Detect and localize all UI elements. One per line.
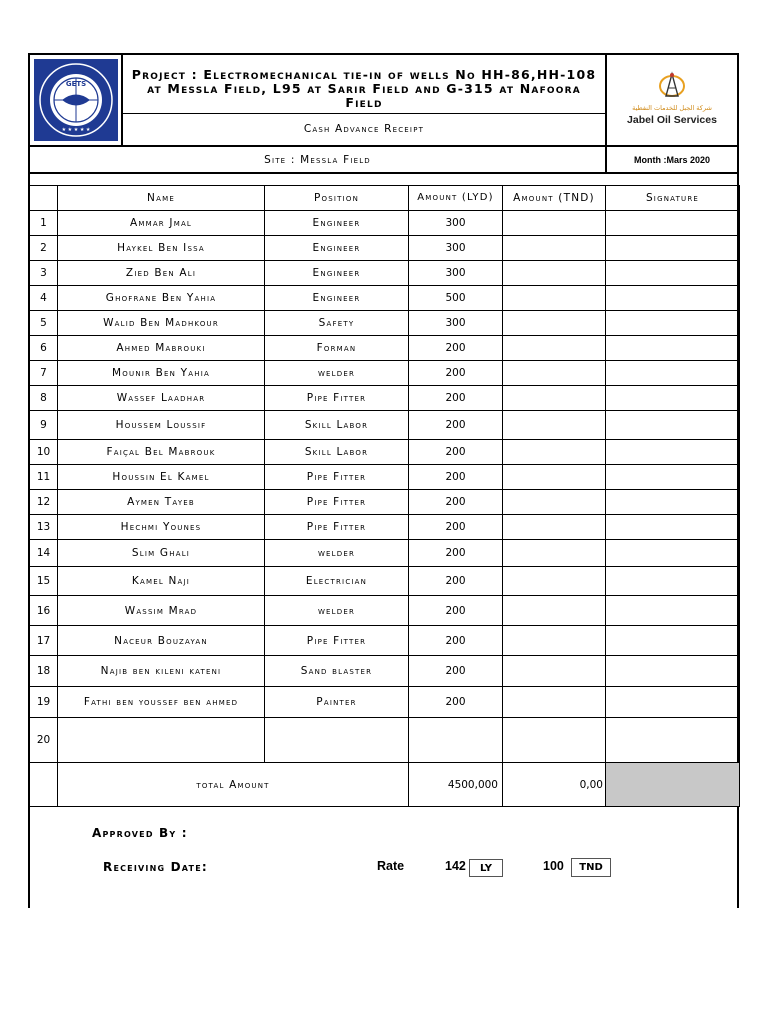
row-amount-lyd: 200 bbox=[409, 336, 503, 361]
row-amount-lyd: 300 bbox=[409, 236, 503, 261]
row-amount-lyd: 200 bbox=[409, 465, 503, 490]
row-amount-tnd bbox=[503, 718, 606, 763]
row-amount-lyd: 200 bbox=[409, 656, 503, 687]
row-position: Engineer bbox=[265, 236, 409, 261]
table-row bbox=[30, 718, 740, 763]
table-row bbox=[30, 336, 740, 361]
row-number: 7 bbox=[30, 361, 58, 386]
row-amount-tnd bbox=[503, 311, 606, 336]
row-name: Aymen Tayeb bbox=[58, 490, 265, 515]
row-position: Pipe Fitter bbox=[265, 465, 409, 490]
row-signature bbox=[606, 515, 740, 540]
row-position: Sand blaster bbox=[265, 656, 409, 687]
rate-value: 142 bbox=[445, 859, 466, 873]
row-number: 19 bbox=[30, 687, 58, 718]
row-name: Mounir Ben Yahia bbox=[58, 361, 265, 386]
row-number: 5 bbox=[30, 311, 58, 336]
frame-top bbox=[28, 53, 739, 55]
row-amount-lyd: 200 bbox=[409, 596, 503, 626]
row-number: 8 bbox=[30, 386, 58, 411]
row-amount-tnd bbox=[503, 261, 606, 286]
row-amount-lyd: 200 bbox=[409, 361, 503, 386]
row-name: Kamel Naji bbox=[58, 567, 265, 596]
gets-logo-emblem bbox=[34, 59, 118, 141]
row-name: Ghofrane Ben Yahia bbox=[58, 286, 265, 311]
total-row bbox=[30, 763, 740, 807]
header-title-bottom bbox=[121, 113, 607, 114]
col-header-name: Name bbox=[58, 186, 265, 211]
row-position: Painter bbox=[265, 687, 409, 718]
document-title: Cash Advance Receipt bbox=[303, 123, 425, 135]
row-position: Engineer bbox=[265, 261, 409, 286]
row-amount-tnd bbox=[503, 386, 606, 411]
row-signature bbox=[606, 411, 740, 440]
row-signature bbox=[606, 440, 740, 465]
row-position: Skill Labor bbox=[265, 411, 409, 440]
rate-unit-box: LY bbox=[469, 859, 503, 877]
row-amount-tnd bbox=[503, 596, 606, 626]
row-amount-lyd: 300 bbox=[409, 261, 503, 286]
col-header-amount-tnd: Amount (TND) bbox=[503, 186, 606, 211]
row-signature bbox=[606, 361, 740, 386]
row-number: 2 bbox=[30, 236, 58, 261]
row-name: Faiçal Bel Mabrouk bbox=[58, 440, 265, 465]
table-row bbox=[30, 490, 740, 515]
table-row bbox=[30, 596, 740, 626]
row-position: Pipe Fitter bbox=[265, 386, 409, 411]
table-row bbox=[30, 656, 740, 687]
row-signature bbox=[606, 718, 740, 763]
table-row bbox=[30, 540, 740, 567]
row-number: 10 bbox=[30, 440, 58, 465]
row-number: 11 bbox=[30, 465, 58, 490]
row-name: Ahmed Mabrouki bbox=[58, 336, 265, 361]
row-amount-lyd bbox=[409, 718, 503, 763]
cash-advance-table bbox=[29, 185, 740, 807]
table-row bbox=[30, 465, 740, 490]
row-name: Houssem Loussif bbox=[58, 411, 265, 440]
jabel-logo-arabic: شركة الجبل للخدمات النفطية bbox=[632, 104, 712, 112]
row-amount-tnd bbox=[503, 236, 606, 261]
row-number: 4 bbox=[30, 286, 58, 311]
row-signature bbox=[606, 311, 740, 336]
row-number: 3 bbox=[30, 261, 58, 286]
row-amount-tnd bbox=[503, 626, 606, 656]
derrick-icon bbox=[608, 58, 736, 142]
col-header-signature: Signature bbox=[606, 186, 740, 211]
row-position: welder bbox=[265, 540, 409, 567]
row-signature bbox=[606, 596, 740, 626]
row-amount-lyd: 200 bbox=[409, 386, 503, 411]
table-row bbox=[30, 361, 740, 386]
row-signature bbox=[606, 211, 740, 236]
row-number: 18 bbox=[30, 656, 58, 687]
row-amount-lyd: 300 bbox=[409, 311, 503, 336]
row-amount-lyd: 300 bbox=[409, 211, 503, 236]
row-position: Safety bbox=[265, 311, 409, 336]
row-name: Ammar Jmal bbox=[58, 211, 265, 236]
row-position: welder bbox=[265, 596, 409, 626]
month-label: Month :Mars 2020 bbox=[633, 154, 711, 165]
row-name: Hechmi Younes bbox=[58, 515, 265, 540]
row-amount-tnd bbox=[503, 211, 606, 236]
row-amount-lyd: 200 bbox=[409, 567, 503, 596]
row-amount-tnd bbox=[503, 361, 606, 386]
row-number: 14 bbox=[30, 540, 58, 567]
table-row bbox=[30, 411, 740, 440]
row-position bbox=[265, 718, 409, 763]
row-number: 15 bbox=[30, 567, 58, 596]
row-amount-tnd bbox=[503, 687, 606, 718]
row-name: Najib ben kileni kateni bbox=[58, 656, 265, 687]
row-signature bbox=[606, 465, 740, 490]
row-amount-lyd: 500 bbox=[409, 286, 503, 311]
row-signature bbox=[606, 490, 740, 515]
table-row bbox=[30, 311, 740, 336]
row-number: 12 bbox=[30, 490, 58, 515]
row-amount-tnd bbox=[503, 440, 606, 465]
gets-logo bbox=[34, 59, 118, 141]
row-number: 9 bbox=[30, 411, 58, 440]
row-signature bbox=[606, 261, 740, 286]
table-header-row bbox=[30, 186, 740, 211]
total-signature-shaded bbox=[606, 763, 740, 807]
col-header-no bbox=[30, 186, 58, 211]
row-amount-lyd: 200 bbox=[409, 626, 503, 656]
tnd-unit-box: TND bbox=[571, 858, 611, 877]
row-signature bbox=[606, 626, 740, 656]
tnd-value: 100 bbox=[543, 859, 564, 873]
row-position: Forman bbox=[265, 336, 409, 361]
table-row bbox=[30, 236, 740, 261]
row-position: Engineer bbox=[265, 286, 409, 311]
row-name: Walid Ben Madhkour bbox=[58, 311, 265, 336]
total-lyd: 4500,000 bbox=[409, 763, 503, 807]
row-name: Wassef Laadhar bbox=[58, 386, 265, 411]
row-position: welder bbox=[265, 361, 409, 386]
table-row bbox=[30, 687, 740, 718]
row-signature bbox=[606, 286, 740, 311]
row-amount-tnd bbox=[503, 515, 606, 540]
row-amount-tnd bbox=[503, 336, 606, 361]
row-signature bbox=[606, 687, 740, 718]
svg-text:GETS: GETS bbox=[65, 80, 87, 88]
jabel-logo-name: Jabel Oil Services bbox=[627, 114, 717, 126]
row-signature bbox=[606, 540, 740, 567]
row-number: 17 bbox=[30, 626, 58, 656]
table-row bbox=[30, 626, 740, 656]
total-blank bbox=[30, 763, 58, 807]
row-name: Slim Ghali bbox=[58, 540, 265, 567]
row-number: 1 bbox=[30, 211, 58, 236]
row-position: Electrician bbox=[265, 567, 409, 596]
row-amount-tnd bbox=[503, 567, 606, 596]
row-signature bbox=[606, 336, 740, 361]
jabel-logo bbox=[608, 58, 736, 142]
row-amount-lyd: 200 bbox=[409, 490, 503, 515]
table-row bbox=[30, 515, 740, 540]
row-name: Haykel Ben Issa bbox=[58, 236, 265, 261]
rate-label: Rate bbox=[377, 859, 405, 873]
row-amount-lyd: 200 bbox=[409, 540, 503, 567]
row-number: 20 bbox=[30, 718, 58, 763]
table-row bbox=[30, 261, 740, 286]
row-number: 16 bbox=[30, 596, 58, 626]
receiving-date-label: Receiving Date: bbox=[103, 860, 208, 874]
row-position: Pipe Fitter bbox=[265, 515, 409, 540]
row-amount-tnd bbox=[503, 490, 606, 515]
row-amount-tnd bbox=[503, 286, 606, 311]
table-row bbox=[30, 440, 740, 465]
table-row bbox=[30, 386, 740, 411]
row-name: Naceur Bouzayan bbox=[58, 626, 265, 656]
row-amount-tnd bbox=[503, 465, 606, 490]
table-row bbox=[30, 286, 740, 311]
site-row-bottom bbox=[28, 172, 739, 174]
row-signature bbox=[606, 386, 740, 411]
total-tnd: 0,00 bbox=[503, 763, 606, 807]
row-signature bbox=[606, 567, 740, 596]
col-header-amount-lyd: Amount (LYD) bbox=[409, 186, 503, 211]
row-name: Houssin El Kamel bbox=[58, 465, 265, 490]
table-row bbox=[30, 567, 740, 596]
row-amount-lyd: 200 bbox=[409, 687, 503, 718]
row-amount-tnd bbox=[503, 540, 606, 567]
total-label: total Amount bbox=[58, 763, 409, 807]
col-header-position: Position bbox=[265, 186, 409, 211]
row-amount-tnd bbox=[503, 411, 606, 440]
row-position: Pipe Fitter bbox=[265, 626, 409, 656]
approved-by-label: Approved By : bbox=[92, 826, 188, 840]
row-signature bbox=[606, 656, 740, 687]
row-name: Fathi ben youssef ben ahmed bbox=[58, 687, 265, 718]
row-position: Skill Labor bbox=[265, 440, 409, 465]
row-position: Engineer bbox=[265, 211, 409, 236]
site-label: Site : Messla Field bbox=[264, 153, 371, 166]
row-position: Pipe Fitter bbox=[265, 490, 409, 515]
row-amount-lyd: 200 bbox=[409, 515, 503, 540]
row-amount-lyd: 200 bbox=[409, 440, 503, 465]
row-number: 6 bbox=[30, 336, 58, 361]
row-amount-tnd bbox=[503, 656, 606, 687]
project-title: Project : Electromechanical tie-in of wells No HH-86,HH-108 at Messla Field, L95 at Sarir Field and G-315 at Nafoora Field bbox=[131, 67, 597, 110]
row-name: Wassim Mrad bbox=[58, 596, 265, 626]
row-name: Zied Ben Ali bbox=[58, 261, 265, 286]
row-name bbox=[58, 718, 265, 763]
table-row bbox=[30, 211, 740, 236]
row-amount-lyd: 200 bbox=[409, 411, 503, 440]
svg-text:★ ★ ★ ★ ★: ★ ★ ★ ★ ★ bbox=[61, 127, 91, 133]
row-number: 13 bbox=[30, 515, 58, 540]
row-signature bbox=[606, 236, 740, 261]
